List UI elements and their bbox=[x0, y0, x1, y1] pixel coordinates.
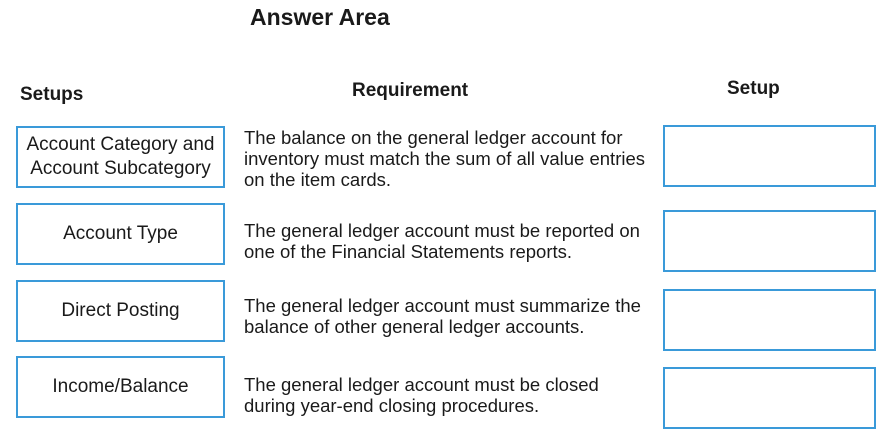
setup-header: Setup bbox=[727, 78, 780, 99]
option-label: Account Category and Account Subcategory bbox=[26, 134, 215, 179]
setup-drop-target-3[interactable] bbox=[663, 289, 876, 351]
answer-area-title: Answer Area bbox=[250, 4, 390, 30]
option-label: Account Type bbox=[63, 223, 178, 244]
requirement-text-2: The general ledger account must be reported on one of the Financial Statements reports. bbox=[244, 220, 640, 262]
requirement-text-4: The general ledger account must be closed during year-end closing procedures. bbox=[244, 374, 599, 416]
option-direct-posting[interactable] bbox=[16, 280, 225, 342]
requirement-header: Requirement bbox=[352, 80, 469, 101]
setup-drop-target-4[interactable] bbox=[663, 367, 876, 429]
setups-header: Setups bbox=[20, 84, 84, 105]
requirement-text-1: The balance on the general ledger account for inventory must match the sum of all value entries on the item cards. bbox=[244, 127, 646, 190]
option-account-type[interactable] bbox=[16, 203, 225, 265]
option-label: Direct Posting bbox=[61, 300, 180, 321]
option-label: Income/Balance bbox=[52, 376, 189, 397]
requirement-text-3: The general ledger account must summarize the balance of other general ledger accounts. bbox=[244, 295, 641, 337]
option-income-balance[interactable] bbox=[16, 356, 225, 418]
option-account-category[interactable] bbox=[16, 126, 225, 188]
setup-drop-target-2[interactable] bbox=[663, 210, 876, 272]
setup-drop-target-1[interactable] bbox=[663, 125, 876, 187]
